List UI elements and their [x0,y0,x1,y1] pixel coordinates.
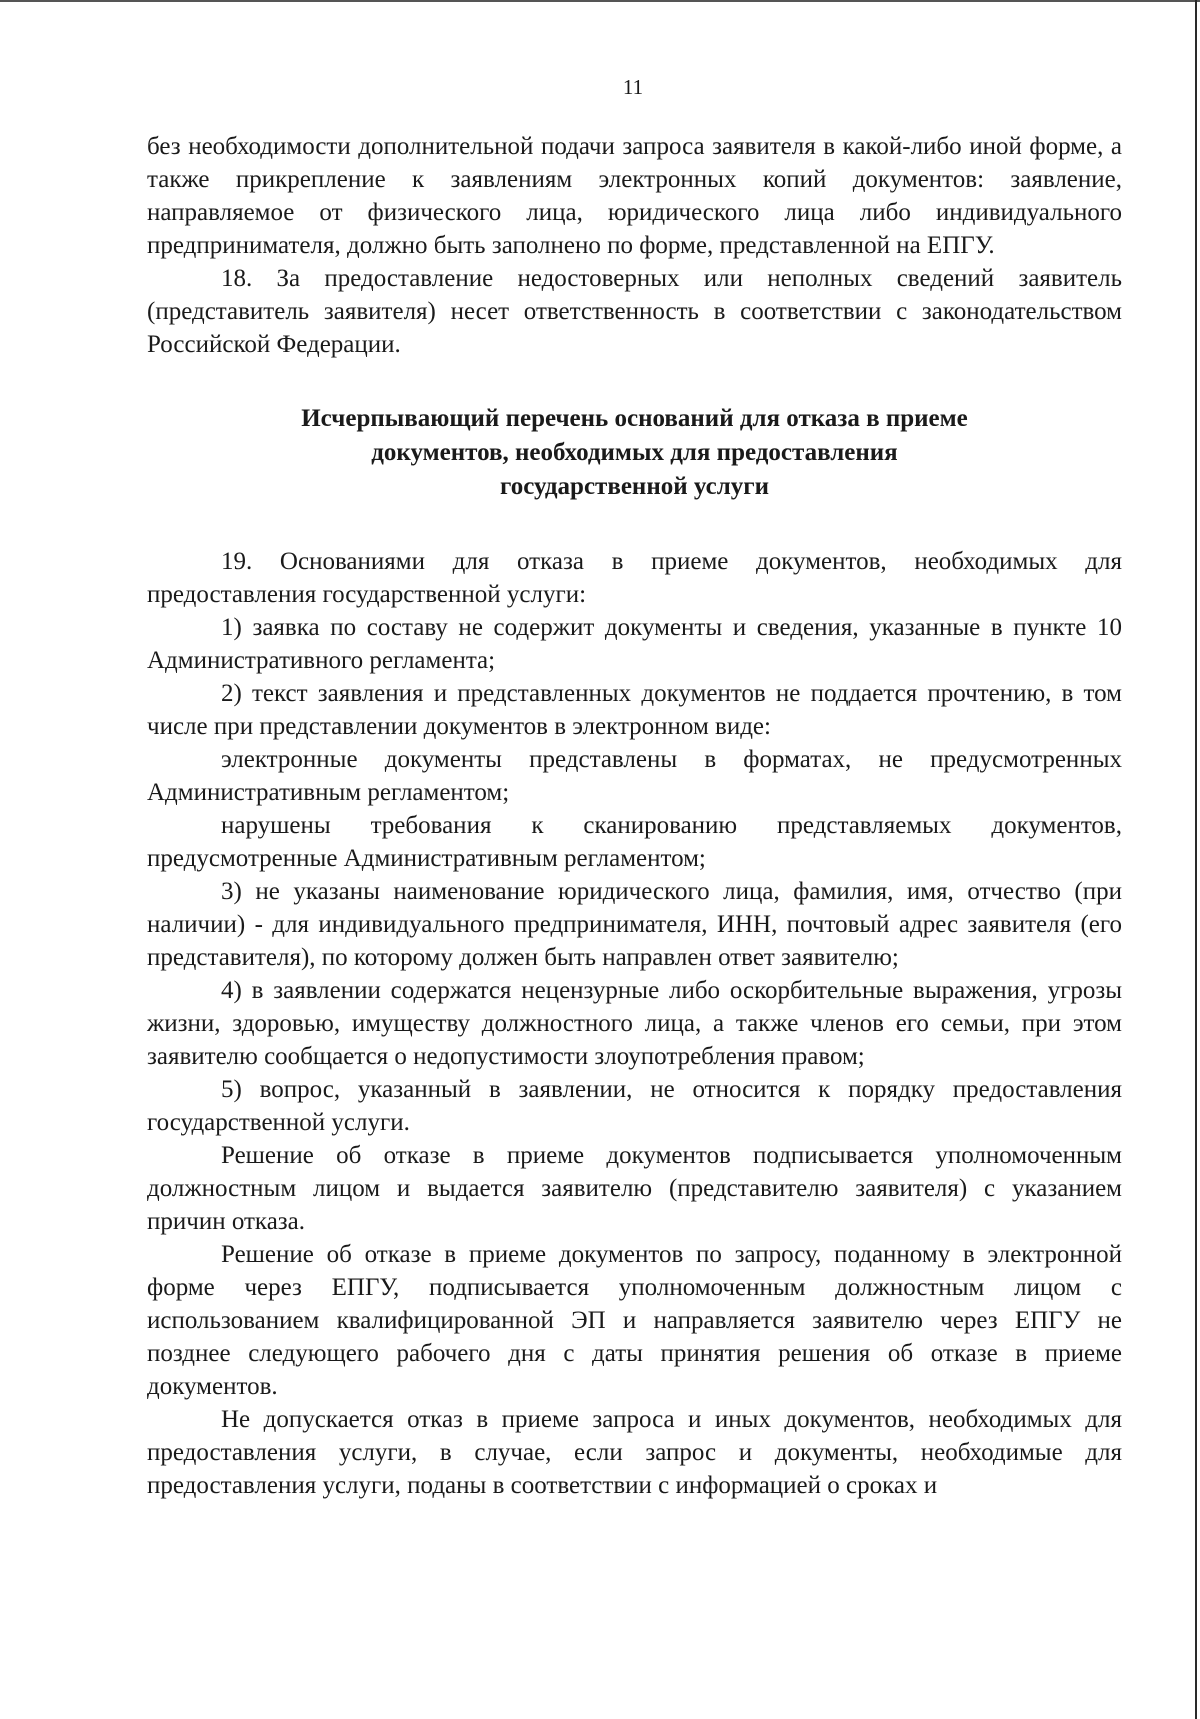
decision-paragraph-2: Решение об отказе в приеме документов по запросу, поданному в электронной форме через ЕПГУ, подписывается уполномоченным должностным лицом с использованием квалифицированной ЭП и направляется заявителю через ЕПГУ не позднее следующего рабочего дня с даты принятия решения об отказе в приеме документов. [147,1241,1122,1400]
list-item: 4) в заявлении содержатся нецензурные либо оскорбительные выражения, угрозы жизни, здоровью, имуществу должностного лица, а также членов его семьи, при этом заявителю сообщается о недопустимости злоупотребления правом; [147,977,1122,1070]
section-heading [147,402,1122,504]
section-heading-line-1: Исчерпывающий перечень оснований для отказа в приеме [301,405,968,432]
list-item: нарушены требования к сканированию представляемых документов, предусмотренные Административным регламентом; [147,812,1122,872]
scan-edge-top [0,0,1200,2]
final-paragraph: Не допускается отказ в приеме запроса и иных документов, необходимых для предоставления услуги, в случае, если запрос и документы, необходимые для предоставления услуги, поданы в соответствии с информацией о сроках и [147,1406,1122,1499]
scan-edge-right [1195,0,1197,1719]
page-number: 11 [622,75,644,99]
list-item: 2) текст заявления и представленных документов не поддается прочтению, в том числе при представлении документов в электронном виде: [147,680,1122,740]
section-heading-line-2: документов, необходимых для предоставления [371,439,898,466]
list-item: электронные документы представлены в форматах, не предусмотренных Административным регламентом; [147,746,1122,806]
list-item: 5) вопрос, указанный в заявлении, не относится к порядку предоставления государственной услуги. [147,1076,1122,1136]
list-item: 1) заявка по составу не содержит документы и сведения, указанные в пункте 10 Административного регламента; [147,614,1122,674]
paragraph-18: 18. За предоставление недостоверных или неполных сведений заявитель (представитель заявителя) несет ответственность в соответствии с законодательством Российской Федерации. [147,265,1122,358]
list-item: 3) не указаны наименование юридического лица, фамилия, имя, отчество (при наличии) - для индивидуального предпринимателя, ИНН, почтовый адрес заявителя (его представителя), по которому должен быть направлен ответ заявителю; [147,878,1122,971]
section-heading-line-3: государственной услуги [499,473,770,500]
intro-paragraph: без необходимости дополнительной подачи запроса заявителя в какой-либо иной форме, а также прикрепление к заявлениям электронных копий документов: заявление, направляемое от физического лица, юридического лица либо индивидуального предпринимателя, должно быть заполнено по форме, представленной на ЕПГУ. [147,133,1122,259]
decision-paragraph-1: Решение об отказе в приеме документов подписывается уполномоченным должностным лицом и выдается заявителю (представителю заявителя) с указанием причин отказа. [147,1142,1122,1235]
paragraph-19: 19. Основаниями для отказа в приеме документов, необходимых для предоставления государственной услуги: [147,548,1122,608]
document-body [147,130,1122,1502]
